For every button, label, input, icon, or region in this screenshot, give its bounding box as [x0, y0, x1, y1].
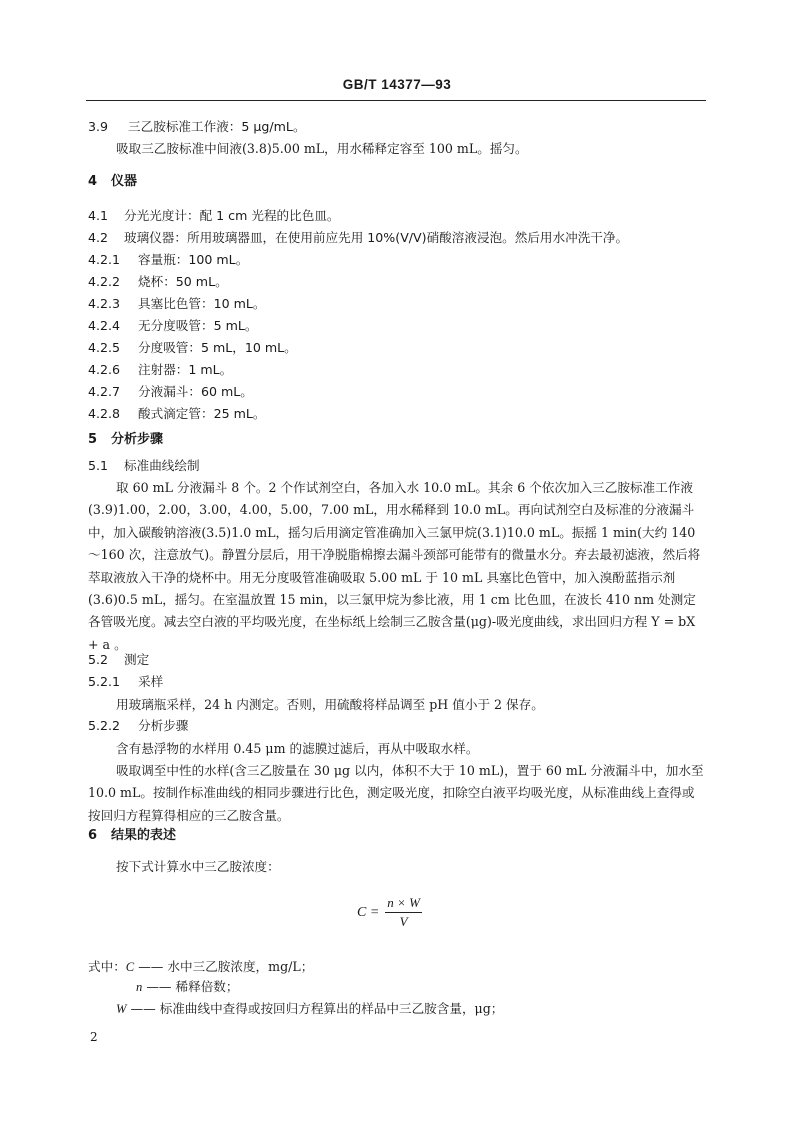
- clause-number: 4.2.6: [88, 362, 121, 377]
- clause-4-1: [88, 206, 340, 226]
- page-number: 2: [90, 1030, 98, 1044]
- formula-intro: 按下式计算水中三乙胺浓度：: [116, 859, 280, 874]
- clause-5-1: [88, 456, 200, 476]
- clause-text: 玻璃仪器：所用玻璃器皿，在使用前应先用 10%(V/V)硝酸溶液浸泡。然后用水冲洗干净。: [124, 230, 629, 245]
- symbol: n: [136, 980, 143, 994]
- definition-text: —— 标准曲线中查得或按回归方程算出的样品中三乙胺含量，μg；: [130, 1001, 504, 1016]
- clause-text: 分度吸管：5 mL，10 mL。: [138, 340, 297, 355]
- standard-header: GB/T 14377—93: [342, 77, 452, 92]
- clause-number: 3.9: [88, 119, 109, 134]
- definition-text: —— 水中三乙胺浓度，mg/L；: [138, 959, 314, 974]
- clause-4-2-5: [88, 338, 297, 358]
- clause-title: 测定: [124, 652, 150, 667]
- symbol: W: [116, 1002, 127, 1016]
- clause-number: 4.2.5: [88, 340, 121, 355]
- clause-4-2: [88, 228, 629, 248]
- concentration-formula: [357, 895, 422, 930]
- clause-number: 4.2.7: [88, 384, 121, 399]
- clause-number: 4.2.1: [88, 252, 121, 267]
- clause-text: 无分度吸管：5 mL。: [138, 318, 258, 333]
- formula-fraction: [385, 895, 422, 930]
- clause-text: 分液漏斗：60 mL。: [138, 384, 253, 399]
- clause-4-2-7: [88, 382, 253, 402]
- section-title: 分析步骤: [111, 432, 164, 447]
- clause-5-2-2-body-1: 含有悬浮物的水样用 0.45 μm 的滤膜过滤后，再从中吸取水样。: [116, 741, 479, 756]
- formula-denominator: V: [399, 914, 408, 929]
- clause-text: 分光光度计：配 1 cm 光程的比色皿。: [124, 208, 340, 223]
- clause-title: 标准曲线绘制: [124, 458, 200, 473]
- clause-number: 4.2.8: [88, 406, 121, 421]
- clause-number: 4.2: [88, 230, 109, 245]
- where-label: 式中：: [88, 959, 126, 974]
- definition-c: [88, 957, 313, 977]
- clause-number: 4.2.2: [88, 274, 121, 289]
- clause-text: 容量瓶：100 mL。: [138, 252, 249, 267]
- formula-numerator: n × W: [385, 895, 422, 913]
- header-rule: [86, 100, 706, 101]
- clause-5-2: [88, 650, 150, 670]
- clause-number: 5.2.1: [88, 674, 121, 689]
- clause-3-9-body: 吸取三乙胺标准中间液(3.8)5.00 mL，用水稀释定容至 100 mL。摇匀。: [116, 141, 528, 156]
- clause-number: 5.2: [88, 652, 109, 667]
- clause-number: 4.2.4: [88, 318, 121, 333]
- section-number: 5: [88, 432, 98, 447]
- clause-3-9: [88, 117, 306, 137]
- definition-n: [136, 977, 238, 997]
- clause-text: 具塞比色管：10 mL。: [138, 296, 266, 311]
- clause-title: 采样: [138, 674, 164, 689]
- clause-number: 4.1: [88, 208, 109, 223]
- definition-w: [116, 999, 503, 1019]
- clause-number: 5.1: [88, 458, 109, 473]
- definition-text: —— 稀释倍数；: [146, 979, 239, 994]
- clause-5-2-1-body: 用玻璃瓶采样，24 h 内测定。否则，用硫酸将样品调至 pH 值小于 2 保存。: [116, 697, 544, 712]
- clause-5-2-1: [88, 672, 164, 692]
- section-number: 4: [88, 174, 98, 189]
- clause-5-2-2: [88, 716, 189, 736]
- clause-5-1-body: 取 60 mL 分液漏斗 8 个。2 个作试剂空白，各加入水 10.0 mL。其余 6 个依次加入三乙胺标准工作液(3.9)1.00，2.00，3.00，4.00，5.00，7.00 mL，用水稀释到 10.0 mL。再向试剂空白及标准的分液漏斗中，加入碳酸钠溶液(3.5)1.0 mL，摇匀后用滴定管准确加入三氯甲烷(3.1)10.0 mL。振摇 1 min(大约 140～160 次，注意放气)。静置分层后，用干净脱脂棉擦去漏斗颈部可能带有的微量水分。弃去最初滤液，然后将萃取液放入干净的烧杯中。用无分度吸管准确吸取 5.00 mL 于 10 mL 具塞比色管中，加入溴酚蓝指示剂(3.6)0.5 mL，摇匀。在室温放置 15 min，以三氯甲烷为参比液，用 1 cm 比色皿，在波长 410 nm 处测定各管吸光度。减去空白液的平均吸光度，在坐标纸上绘制三乙胺含量(μg)-吸光度曲线，求出回归方程 Y = bX + a 。: [88, 480, 701, 652]
- clause-text: 注射器：1 mL。: [138, 362, 233, 377]
- clause-5-2-2-body-2: 吸取调至中性的水样(含三乙胺量在 30 μg 以内，体积不大于 10 mL)，置于 60 mL 分液漏斗中，加水至 10.0 mL。按制作标准曲线的相同步骤进行比色，测定吸光度，扣除空白液平均吸光度，从标准曲线上查得或按回归方程算得相应的三乙胺含量。: [88, 763, 704, 823]
- clause-text: 酸式滴定管：25 mL。: [138, 406, 266, 421]
- clause-title: 三乙胺标准工作液：5 μg/mL。: [128, 119, 306, 134]
- clause-4-2-3: [88, 294, 266, 314]
- clause-text: 烧杯：50 mL。: [138, 274, 228, 289]
- clause-4-2-8: [88, 404, 266, 424]
- clause-4-2-1: [88, 250, 249, 270]
- clause-4-2-4: [88, 316, 258, 336]
- clause-number: 5.2.2: [88, 718, 121, 733]
- formula-lhs: C =: [357, 904, 380, 920]
- section-4-heading: [88, 172, 137, 192]
- symbol: C: [125, 960, 135, 974]
- section-number: 6: [88, 828, 98, 843]
- section-title: 结果的表述: [111, 828, 177, 843]
- clause-title: 分析步骤: [138, 718, 189, 733]
- section-title: 仪器: [111, 174, 138, 189]
- section-6-heading: [88, 826, 176, 846]
- clause-4-2-2: [88, 272, 228, 292]
- section-5-heading: [88, 430, 163, 450]
- clause-4-2-6: [88, 360, 233, 380]
- clause-number: 4.2.3: [88, 296, 121, 311]
